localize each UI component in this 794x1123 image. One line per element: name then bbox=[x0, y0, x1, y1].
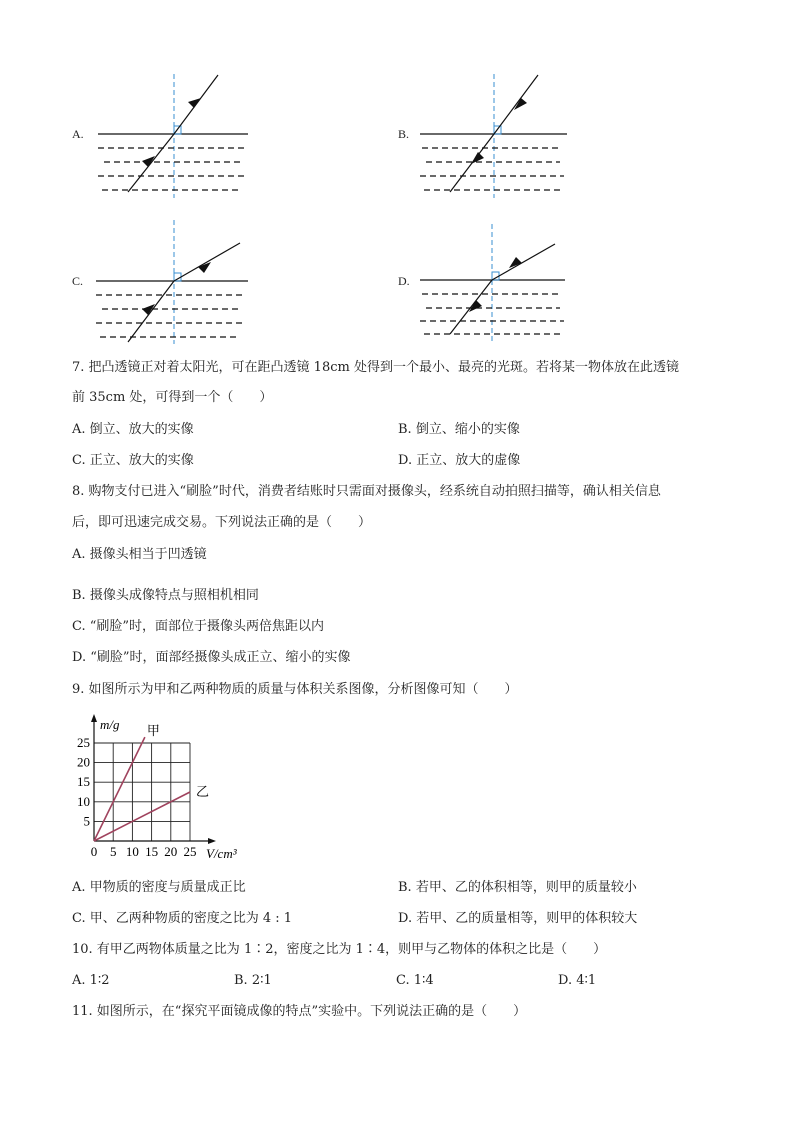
figure-option-c bbox=[90, 218, 260, 348]
y-tick-label: 5 bbox=[83, 813, 90, 829]
x-tick-label: 0 bbox=[90, 844, 98, 859]
q7-option-a[interactable]: A. 倒立、放大的实像 bbox=[72, 422, 194, 437]
figure-option-b bbox=[410, 70, 580, 200]
y-tick-label: 20 bbox=[77, 754, 90, 770]
x-axis-arrow bbox=[208, 838, 216, 844]
y-tick-label: 25 bbox=[77, 735, 90, 750]
mass-volume-chart bbox=[60, 712, 270, 867]
x-tick-label: 5 bbox=[109, 844, 117, 859]
q7-option-d[interactable]: D. 正立、放大的虚像 bbox=[398, 453, 521, 468]
q10-option-b[interactable]: B. 2∶1 bbox=[234, 973, 272, 988]
q10-option-c[interactable]: C. 1∶4 bbox=[396, 973, 434, 988]
q10-option-d[interactable]: D. 4∶1 bbox=[558, 973, 597, 988]
x-tick-label: 10 bbox=[125, 844, 139, 859]
option-c-label[interactable]: C. bbox=[72, 274, 84, 288]
x-tick-label: 25 bbox=[183, 844, 197, 859]
q9-stem: 9. 如图所示为甲和乙两种物质的质量与体积关系图像，分析图像可知（ ） bbox=[72, 682, 518, 697]
q11-stem: 11. 如图所示，在“探究平面镜成像的特点”实验中。下列说法正确的是（ ） bbox=[72, 1004, 527, 1019]
option-d-label[interactable]: D. bbox=[398, 274, 410, 288]
option-b-label[interactable]: B. bbox=[398, 127, 410, 141]
option-a-label[interactable]: A. bbox=[72, 127, 84, 141]
q7-stem-line2: 前 35cm 处，可得到一个（ ） bbox=[72, 390, 273, 405]
figure-option-a bbox=[90, 70, 260, 200]
series-label-0: 甲 bbox=[146, 723, 160, 739]
q7-option-c[interactable]: C. 正立、放大的实像 bbox=[72, 453, 194, 468]
x-tick-label: 20 bbox=[164, 844, 178, 859]
q9-option-b[interactable]: B. 若甲、乙的体积相等，则甲的质量较小 bbox=[398, 880, 637, 895]
q8-option-b[interactable]: B. 摄像头成像特点与照相机相同 bbox=[72, 588, 259, 603]
series-label-1: 乙 bbox=[196, 784, 210, 799]
q7-stem-line1: 7. 把凸透镜正对着太阳光，可在距凸透镜 18cm 处得到一个最小、最亮的光斑。若将某一物体放在此透镜 bbox=[72, 360, 679, 375]
q9-option-d[interactable]: D. 若甲、乙的质量相等，则甲的体积较大 bbox=[398, 911, 638, 926]
q9-option-c[interactable]: C. 甲、乙两种物质的密度之比为 4 : 1 bbox=[72, 911, 293, 926]
q8-option-d[interactable]: D. “刷脸”时，面部经摄像头成正立、缩小的实像 bbox=[72, 650, 351, 665]
q8-option-a[interactable]: A. 摄像头相当于凹透镜 bbox=[72, 547, 207, 562]
chart-grid bbox=[94, 743, 190, 841]
x-axis-label: V/cm³ bbox=[206, 846, 237, 861]
y-axis-label: m/g bbox=[100, 717, 120, 732]
q9-option-a[interactable]: A. 甲物质的密度与质量成正比 bbox=[72, 880, 246, 895]
q10-option-a[interactable]: A. 1∶2 bbox=[72, 973, 110, 988]
series-line-1 bbox=[94, 792, 190, 841]
q10-stem: 10. 有甲乙两物体质量之比为 1∶2，密度之比为 1∶4，则甲与乙物体的体积之比是（ ） bbox=[72, 942, 607, 957]
q8-stem-line1: 8. 购物支付已进入“刷脸”时代，消费者结账时只需面对摄像头，经系统自动拍照扫描等，确认相关信息 bbox=[72, 484, 661, 499]
series-line-0 bbox=[94, 737, 145, 841]
q8-stem-line2: 后，即可迅速完成交易。下列说法正确的是（ ） bbox=[72, 515, 372, 530]
y-tick-label: 10 bbox=[77, 793, 90, 809]
y-axis-arrow bbox=[91, 714, 97, 722]
x-tick-label: 15 bbox=[145, 844, 159, 859]
y-tick-label: 15 bbox=[77, 774, 90, 790]
q8-option-c[interactable]: C. “刷脸”时，面部位于摄像头两倍焦距以内 bbox=[72, 619, 325, 634]
q7-option-b[interactable]: B. 倒立、缩小的实像 bbox=[398, 422, 520, 437]
figure-option-d bbox=[410, 218, 580, 348]
